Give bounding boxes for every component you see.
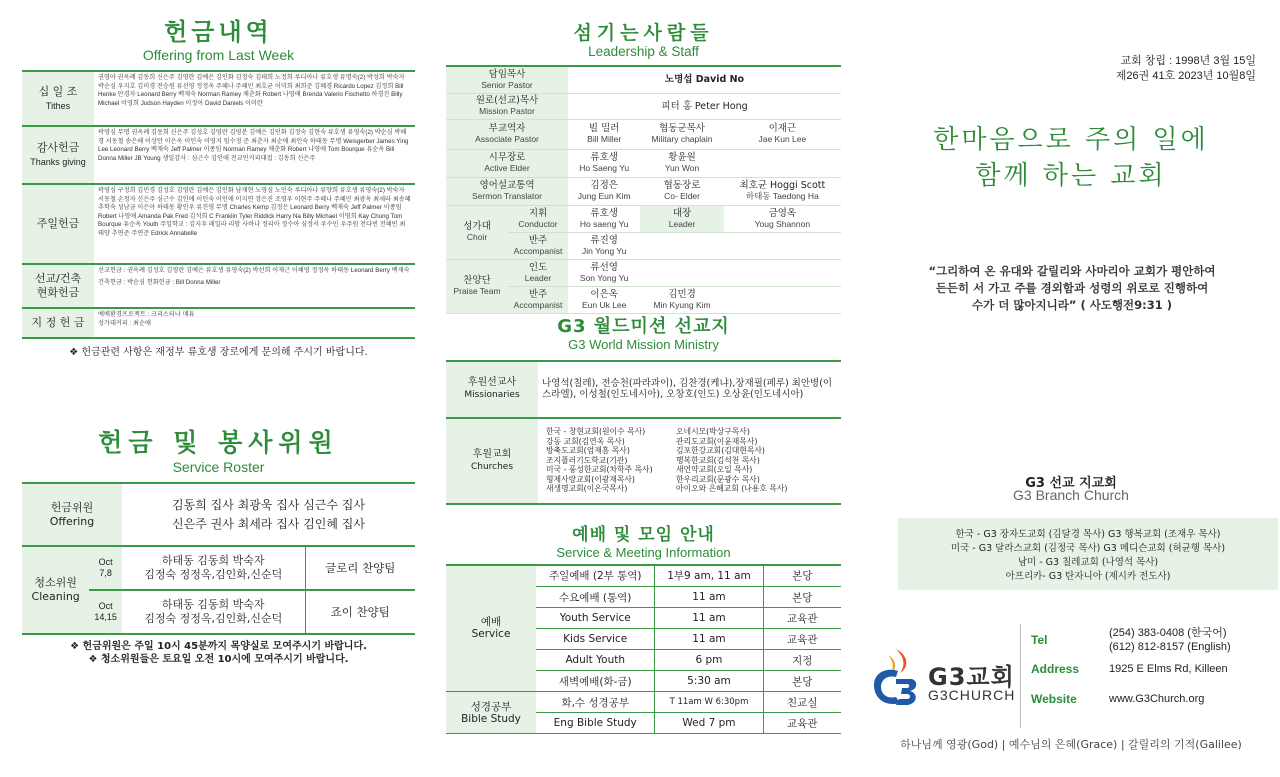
roster-date: Oct bbox=[98, 557, 113, 567]
roster-cleaning-label-en: Cleaning bbox=[31, 590, 80, 603]
service-time: Wed 7 pm bbox=[655, 713, 763, 734]
staff-name: 류호생 bbox=[590, 152, 618, 163]
motto-line: 한마음으로 주의 일에 bbox=[933, 125, 1209, 155]
service-name: 주일예배 (2부 통역) bbox=[536, 566, 655, 587]
church-item: 한우리교회(문광수 목사) bbox=[676, 474, 760, 484]
roster-team: 죠이 찬양팀 bbox=[305, 590, 415, 634]
staff-name: 피터 홍 Peter Hong bbox=[568, 93, 841, 119]
mission-label-en: Churches bbox=[470, 461, 514, 472]
church-logo bbox=[866, 645, 1016, 715]
offering-label-en: Thanks giving bbox=[30, 157, 86, 167]
church-item: 조지플러기도학교(기관) bbox=[546, 455, 628, 465]
tel-number[interactable]: (612) 812-8157 (English) bbox=[1109, 641, 1231, 653]
roster-offering-names: 신은주 권사 최세라 집사 김인혜 집사 bbox=[172, 516, 365, 531]
staff-label: 시무장로 bbox=[488, 152, 526, 163]
staff-label-en: Active Elder bbox=[484, 163, 530, 173]
service-name: Eng Bible Study bbox=[536, 713, 655, 734]
service-label: 성경공부 bbox=[470, 700, 512, 713]
staff-table bbox=[446, 67, 841, 314]
staff-label-en: Sermon Translator bbox=[472, 191, 542, 201]
service-row bbox=[446, 566, 841, 587]
service-time: 11 am bbox=[655, 587, 763, 608]
staff-label-en: Mission Pastor bbox=[479, 106, 535, 116]
staff-row-associate bbox=[446, 119, 841, 149]
staff-label: 대장 bbox=[672, 207, 692, 219]
staff-label: 반주 bbox=[528, 288, 548, 300]
church-item: 행복한교회(김석천 목사) bbox=[676, 455, 760, 465]
staff-row-praise-leader bbox=[446, 259, 841, 286]
address-label: Address bbox=[1031, 662, 1080, 676]
staff-label: 찬양단 bbox=[463, 275, 491, 286]
church-item: 오네시모(박상구목사) bbox=[676, 426, 750, 436]
roster-cleaning-row bbox=[22, 546, 415, 590]
staff-label: 담임목사 bbox=[488, 68, 526, 80]
staff-name: 류호생 bbox=[590, 207, 618, 219]
issue-date: 제26권 41호 2023년 10월8일 bbox=[1115, 70, 1256, 82]
logo-en: G3CHURCH bbox=[928, 687, 1016, 703]
service-place: 지정 bbox=[763, 650, 841, 671]
service-name: Youth Service bbox=[536, 608, 655, 629]
roster-date: 14,15 bbox=[94, 612, 117, 622]
staff-label: 부교역자 bbox=[488, 123, 526, 134]
logo-name: G3교회 bbox=[928, 663, 1015, 691]
service-time: 5:30 am bbox=[655, 671, 763, 692]
service-place: 본당 bbox=[763, 671, 841, 692]
service-time: 11 am bbox=[655, 629, 763, 650]
church-item: 김포한강교회(김대현목사) bbox=[676, 446, 765, 456]
staff-name-en: Bill Miller bbox=[587, 134, 622, 144]
contact-info bbox=[1020, 624, 1270, 728]
roster-cleaning-names: 김정숙 정정옥,김인화,신순덕 bbox=[144, 612, 283, 625]
verse-line: 든든히 서 가고 주를 경외함과 성령의 위로로 진행하여 bbox=[935, 281, 1209, 295]
staff-label-en: Accompanist bbox=[513, 299, 563, 310]
staff-name: 김민경 bbox=[668, 288, 696, 300]
roster-offering-label-en: Offering bbox=[49, 514, 95, 528]
staff-name: 협동군목사 bbox=[659, 123, 705, 134]
service-time: 11 am bbox=[655, 608, 763, 629]
church-item: 새언약교회(오일 목사) bbox=[676, 465, 753, 475]
offering-label-en: Tithes bbox=[45, 100, 71, 111]
staff-name: 협동장로 bbox=[663, 180, 701, 191]
roster-table bbox=[22, 484, 415, 635]
offering-names: 곽영심 무명 권옥례 김동희 신은주 김성호 김영란 김영분 김예은 김인화 김정숙 김현숙 류호생 류영숙(2) 박순심 박해경 서동철 송은해 이상만 이은옥 이인숙 이영지 임수정 준 최춘자 최순애 최인숙 하태동 무명 Weisgerber James Ying Lee Leonard Berry 백재숙 Jeff Palmer 이종임 Norman Ramey 채춘화 Robert 나영애 Tom Bourque 유순옥 Bill Donna Miller JB Young 생일감사 : 심근수 김인애 전교인커피대접 : 김동희 신은주 bbox=[94, 126, 415, 184]
staff-name: 최호균 Hoggi Scott bbox=[739, 180, 826, 191]
roster-team: 글로리 찬양팀 bbox=[305, 546, 415, 590]
branch-title: G3 선교 지교회 bbox=[1025, 476, 1117, 491]
staff-label: 반주 bbox=[528, 234, 548, 246]
services-title: 예배 및 모임 안내 bbox=[572, 524, 715, 545]
leadership-title: 섬기는사람들 bbox=[573, 22, 714, 44]
staff-label-en: Accompanist bbox=[513, 245, 563, 256]
offering-label: 선교/건축 bbox=[34, 272, 82, 285]
offering-note: ❖ 헌금관련 사항은 재정부 류호생 장로에게 문의해 주시기 바랍니다. bbox=[69, 347, 368, 358]
mission-table bbox=[446, 362, 841, 505]
offering-names: 건축헌금 : 박순심 헌화헌금 : Bill Donna Miller bbox=[98, 278, 221, 286]
roster-date: 7,8 bbox=[99, 568, 112, 578]
staff-name: 금영옥 bbox=[768, 207, 797, 219]
verse-line: “그리하여 온 유대와 갈릴리와 사마리아 교회가 평안하여 bbox=[928, 264, 1216, 278]
church-item: 강동 교회(김연옥 목사) bbox=[546, 436, 625, 446]
service-place: 본당 bbox=[763, 587, 841, 608]
contact-tel bbox=[1031, 626, 1270, 654]
service-name: 화,수 성경공부 bbox=[536, 692, 655, 713]
website-label: Website bbox=[1031, 692, 1077, 706]
tel-label: Tel bbox=[1031, 633, 1048, 647]
staff-row-mission bbox=[446, 93, 841, 119]
service-place: 교육관 bbox=[763, 629, 841, 650]
mission-label: 후원교회 bbox=[472, 448, 512, 460]
founding-date: 교회 창립 : 1998년 3월 15일 bbox=[1120, 55, 1256, 67]
offering-row-thanks bbox=[22, 126, 415, 184]
offering-label: 주일헌금 bbox=[36, 217, 80, 230]
churches-right bbox=[676, 427, 826, 494]
staff-label: 성가대 bbox=[463, 221, 491, 232]
staff-name-en: Yun Won bbox=[664, 163, 700, 173]
staff-label-en: Leader bbox=[524, 272, 552, 283]
offering-subtitle: Offering from Last Week bbox=[142, 47, 295, 63]
staff-name-en: Ho Saeng Yu bbox=[579, 163, 630, 173]
roster-offering-names: 김동희 집사 최광욱 집사 심근수 집사 bbox=[172, 497, 365, 512]
staff-name: 황윤원 bbox=[668, 152, 696, 163]
service-label: 예배 bbox=[480, 616, 502, 629]
staff-name-en: Min Kyung Kim bbox=[653, 299, 711, 310]
staff-label-en: Leader bbox=[668, 218, 696, 229]
roster-cleaning-label: 청소위원 bbox=[34, 576, 77, 589]
roster-offering-row bbox=[22, 484, 415, 546]
staff-name: 노명섭 David No bbox=[568, 67, 841, 93]
church-item: 미국 - 풍성한교회(차학주 목사) bbox=[546, 465, 653, 475]
service-time: 6 pm bbox=[655, 650, 763, 671]
staff-row-conductor bbox=[446, 205, 841, 232]
leadership-subtitle: Leadership & Staff bbox=[588, 44, 699, 59]
service-place: 친교실 bbox=[763, 692, 841, 713]
offering-label: 감사헌금 bbox=[36, 141, 80, 154]
offering-names: 예배환경프로젝트 : 크리스티나 매튜 bbox=[98, 311, 195, 318]
service-label-en: Service bbox=[471, 628, 511, 641]
staff-label: 인도 bbox=[528, 261, 548, 273]
offering-label-2: 현화헌금 bbox=[36, 286, 80, 299]
motto-line: 함께 하는 교회 bbox=[975, 161, 1167, 191]
service-place: 본당 bbox=[763, 566, 841, 587]
staff-label-en: Conductor bbox=[518, 218, 558, 229]
staff-name-en: Ho saeng Yu bbox=[579, 218, 629, 229]
mission-label: 후원선교사 bbox=[467, 377, 517, 388]
offering-table bbox=[22, 72, 415, 339]
staff-name: 류선영 bbox=[590, 261, 618, 273]
contact-address bbox=[1031, 662, 1270, 676]
branch-item: 미국 - G3 달라스교회 (김정국 목사) G3 메디슨교회 (허균행 목사) bbox=[950, 543, 1226, 554]
mission-row-churches bbox=[446, 418, 841, 504]
service-name: Kids Service bbox=[536, 629, 655, 650]
roster-cleaning-names: 하태동 김동희 박숙자 bbox=[161, 554, 265, 567]
staff-label: 영어설교통역 bbox=[479, 180, 535, 191]
offering-names: 선교헌금 : 권옥례 김성호 김영란 김예은 류호생 류영숙(2) 박선희 이재근 이혜영 정정옥 하태동 Leonard Berry 백재숙 bbox=[98, 267, 410, 274]
staff-name-en: Eun Uk Lee bbox=[581, 299, 627, 310]
service-place: 교육관 bbox=[763, 608, 841, 629]
offering-title: 헌금내역 bbox=[164, 18, 273, 46]
staff-name-en: Jin Yong Yu bbox=[582, 245, 627, 256]
church-item: 아이오와 은혜교회 (나용호 목사) bbox=[676, 484, 788, 494]
service-name: 새벽예배(화-금) bbox=[536, 671, 655, 692]
staff-name-en: Son Yong Yu bbox=[579, 272, 629, 283]
staff-row-translator bbox=[446, 177, 841, 205]
church-item: 방축도교회(엄재흠 목사) bbox=[546, 446, 630, 456]
staff-name: 이재근 bbox=[768, 123, 797, 134]
mission-title: G3 월드미션 선교지 bbox=[557, 315, 730, 337]
offering-names: 곽영심 구정희 김민경 김성호 김영란 김예은 김인화 남재현 노영심 노인숙 루디아나 류양희 류호생 류영숙(2) 박숙자 서동철 손청자 신은주 심근수 김인애 이인숙 이인애 이지연 장은진 조영우 이현주 주혜나 주혜민 최광옥 최세라 최송혜 추학숙 성남금 이은아 하태동 황인우 류진영 무명 Charles Kemp 김정은 Leonard Berry 백재숙 Jeff Palmer 이종임 Robert 나영애 Amanda Pak Fred 김석희 C Franklin Tyler Riddick Harry Na Billy Michael 이영희 Kay Chung Tom Bourque 유순옥 Youth 주일학교 : 김지우 레일라 리암 사바나 정리아 정수아 심정서 우수민 우주원 전다빈 전혜빈 최태양 추연준 주연준 Edrick Annabelle bbox=[94, 184, 415, 264]
offering-row-tithes bbox=[22, 72, 415, 126]
service-label-en: Bible Study bbox=[461, 712, 521, 725]
staff-label-en: Praise Team bbox=[453, 286, 501, 296]
staff-name: 김정은 bbox=[590, 180, 618, 191]
founding-info bbox=[1116, 54, 1256, 84]
verse-line: 수가 더 많아지니라” ( 사도행전9:31 ) bbox=[972, 298, 1172, 312]
roster-title: 헌금 및 봉사위원 bbox=[98, 428, 339, 457]
staff-name: 이은옥 bbox=[590, 288, 618, 300]
roster-cleaning-names: 하태동 김동희 박숙자 bbox=[161, 598, 265, 611]
churches-list bbox=[538, 425, 841, 496]
scripture-verse bbox=[878, 263, 1266, 314]
branch-list bbox=[898, 518, 1278, 590]
staff-label: 원로(선교)목사 bbox=[475, 95, 539, 106]
website-link[interactable]: www.G3Church.org bbox=[1109, 693, 1205, 705]
staff-name-en: Military chaplain bbox=[651, 134, 713, 144]
branch-item: 남미 - G3 칠레교회 (나영석 목사) bbox=[1017, 557, 1159, 568]
church-item: 형제사랑교회(이광재목사) bbox=[546, 474, 635, 484]
service-time: T 11am W 6:30pm bbox=[655, 692, 763, 713]
missionaries-list: 나영석(칠레), 전승천(파라과이), 김찬경(케냐),장재필(페루) 최안병(이스라엘), 이성철(인도네시아), 오창호(인도) 오상윤(인도네시아) bbox=[538, 362, 841, 418]
staff-name-en: 하태동 Taedong Ha bbox=[745, 191, 819, 201]
services-subtitle: Service & Meeting Information bbox=[556, 544, 731, 560]
address-value: 1925 E Elms Rd, Killeen bbox=[1109, 663, 1228, 675]
staff-label-en: Associate Pastor bbox=[475, 134, 539, 144]
roster-note: ❖ 헌금위원은 주일 10시 45분까지 목양실로 모여주시기 바랍니다. bbox=[70, 641, 367, 652]
service-table bbox=[446, 566, 841, 735]
roster-subtitle: Service Roster bbox=[172, 459, 265, 475]
staff-name-en: Youg Shannon bbox=[754, 218, 811, 229]
offering-label: 지 정 헌 금 bbox=[31, 316, 85, 329]
staff-name-en: Jung Eun Kim bbox=[577, 191, 631, 201]
offering-row-mission-building bbox=[22, 264, 415, 308]
staff-name-en: Jae Kun Lee bbox=[758, 134, 807, 144]
offering-label: 십 일 조 bbox=[38, 84, 78, 98]
staff-name: 류진영 bbox=[590, 234, 618, 246]
staff-row-senior bbox=[446, 67, 841, 93]
service-name: 수요예배 (통역) bbox=[536, 587, 655, 608]
contact-website bbox=[1031, 692, 1270, 706]
footer-tagline: 하나님께 영광(God) | 예수님의 은혜(Grace) | 갈릴리의 기적(Galilee) bbox=[900, 738, 1242, 751]
staff-label-en: Senior Pastor bbox=[481, 79, 533, 90]
offering-names: 권영아 권옥례 김동희 신은주 김영란 김예은 김인화 김정숙 김태희 노정희 루디아나 류호생 류명숙(2) 박성희 박숙자 박순심 우지호 김미경 전승원 류선영 정정옥 주혜나 주혜민 최호균 이미희 최희준 김혜경 Ricardo Lopez 김정희 Bill Henke 안경자 Leonard Berry 백재숙 Norman Ramey 채춘화 Robert 나영애 Brenda Valerio Fischetto 하경진 Billy Michael 이영희 Judson Hayden 이정아 David Daniels 이미란 bbox=[94, 72, 415, 126]
service-time: 1부9 am, 11 am bbox=[655, 566, 763, 587]
offering-column bbox=[22, 0, 415, 666]
roster-note: ❖ 청소위원들은 토요일 오전 10시에 모여주시기 바랍니다. bbox=[88, 654, 349, 665]
service-place: 교육관 bbox=[763, 713, 841, 734]
staff-label: 지휘 bbox=[528, 207, 548, 219]
offering-names: 성가대커피 : 최순애 bbox=[98, 319, 151, 327]
staff-name-en: Co- Elder bbox=[664, 191, 700, 201]
mission-subtitle: G3 World Mission Ministry bbox=[568, 336, 719, 352]
branch-item: 아프리카- G3 탄자니아 (제시카 전도사) bbox=[1005, 571, 1171, 582]
roster-date: Oct bbox=[98, 601, 113, 611]
church-item: 한국 - 창현교회(원이수 목사) bbox=[546, 426, 646, 436]
church-info-column bbox=[866, 0, 1266, 777]
leadership-column bbox=[446, 0, 841, 734]
g3-logo-icon bbox=[866, 645, 926, 709]
service-name: Adult Youth bbox=[536, 650, 655, 671]
roster-cleaning-names: 김정숙 정정옥,김인화,신순덕 bbox=[144, 568, 283, 581]
offering-row-designated bbox=[22, 308, 415, 338]
churches-left bbox=[546, 427, 668, 494]
mission-label-en: Missionaries bbox=[464, 390, 520, 400]
tel-number[interactable]: (254) 383-0408 (한국어) bbox=[1109, 627, 1227, 639]
branch-subtitle: G3 Branch Church bbox=[1013, 487, 1129, 503]
mission-row-missionaries bbox=[446, 362, 841, 418]
offering-row-sunday bbox=[22, 184, 415, 264]
service-row bbox=[446, 692, 841, 713]
staff-row-elder bbox=[446, 149, 841, 177]
church-motto bbox=[906, 122, 1236, 194]
roster-offering-label: 헌금위원 bbox=[50, 500, 94, 514]
staff-name: 빌 밀러 bbox=[588, 123, 620, 134]
staff-label-en: Choir bbox=[466, 232, 488, 242]
church-item: 새생명교회(이온국목사) bbox=[546, 484, 628, 494]
branch-item: 한국 - G3 장자도교회 (김달경 목사) G3 행복교회 (조재우 목사) bbox=[955, 529, 1221, 540]
church-item: 관리도교회(이윤재목사) bbox=[676, 436, 758, 446]
